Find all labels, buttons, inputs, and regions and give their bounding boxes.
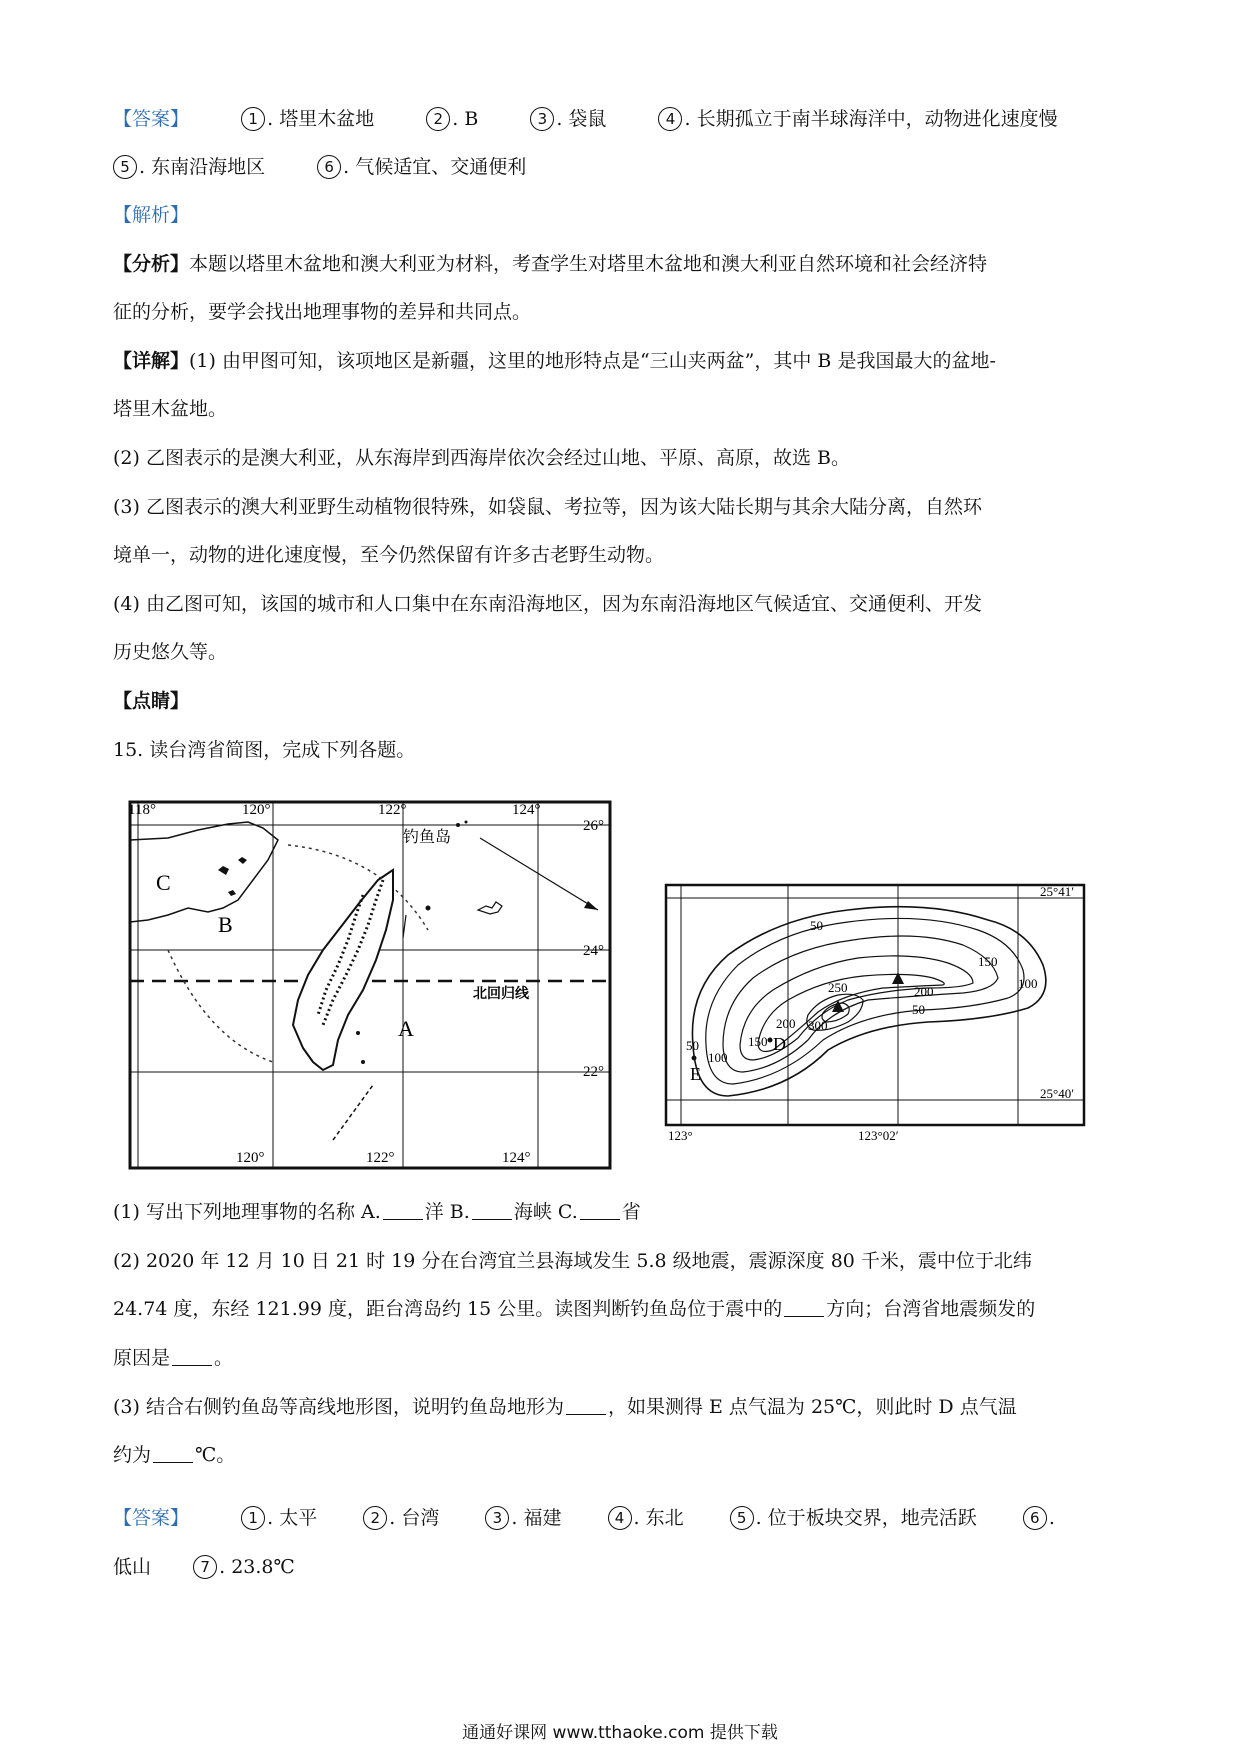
answer-tag: 【答案】 (113, 1507, 190, 1529)
lat-label-bottom: 25°40′ (1040, 1086, 1075, 1101)
contour-value: 50 (810, 918, 823, 933)
fenxi-label: 【分析】 (113, 253, 190, 275)
islet (361, 1060, 365, 1064)
answer-text: . 东北 (633, 1507, 684, 1529)
circled-number: 3 (485, 1506, 509, 1530)
contour-value: 200 (914, 984, 934, 999)
answer-text: . 位于板块交界，地壳活跃 (755, 1507, 977, 1529)
dianjing-label: 【点睛】 (113, 690, 190, 712)
contour-map-frame (666, 885, 1084, 1125)
q15-sub2-line2 (113, 1294, 1133, 1324)
circled-number: 1 (241, 1506, 265, 1530)
sub3-text: ，如果测得 E 点气温为 25℃，则此时 D 点气温 (607, 1396, 1017, 1418)
q14-answer-line1 (113, 104, 1133, 134)
xiangjie-label: 【详解】 (113, 350, 190, 372)
answer-blank (153, 1444, 193, 1463)
fenxi-line2: 征的分析，要学会找出地理事物的差异和共同点。 (113, 301, 532, 323)
answer-blank (580, 1201, 620, 1220)
q15-sub3-line1 (113, 1392, 1133, 1422)
circled-number: 4 (608, 1506, 632, 1530)
sub3-text: ℃。 (195, 1444, 236, 1466)
answer-text: . 东南沿海地区 (139, 156, 266, 178)
lon-label-124: 124° (512, 802, 541, 818)
lon-label-bottom-122: 122° (366, 1150, 395, 1166)
answer-text: . 台湾 (389, 1507, 440, 1529)
sub2-text: 原因是 (113, 1347, 171, 1369)
answer-item-1 (241, 1503, 317, 1533)
answer-item-5 (730, 1503, 977, 1533)
lat-label-22: 22° (583, 1064, 604, 1080)
answer-text: . 气候适宜、交通便利 (343, 156, 527, 178)
answer-item-6 (1023, 1503, 1055, 1533)
contour-value: 100 (1018, 976, 1038, 991)
answer-item-3 (530, 104, 606, 134)
diaoyu-island-dot (465, 821, 468, 824)
answer-item-6 (317, 152, 526, 182)
answer-blank (383, 1201, 423, 1220)
sub3-text: (3) 结合右侧钓鱼岛等高线地形图，说明钓鱼岛地形为 (113, 1396, 564, 1418)
fenxi-text: 本题以塔里木盆地和澳大利亚为材料，考查学生对塔里木盆地和澳大利亚自然环境和社会经济特 (189, 253, 988, 275)
islet (356, 1031, 360, 1035)
q15-answer-line2 (113, 1552, 1133, 1582)
lat-label-26: 26° (583, 818, 604, 834)
answer-text: . 袋鼠 (556, 108, 607, 130)
diaoyu-island-dot (456, 823, 460, 827)
lon-label-120: 120° (242, 802, 271, 818)
contour-value: 150 (748, 1034, 768, 1049)
lon-label-bottom-124: 124° (502, 1150, 531, 1166)
sub3-text: 约为 (113, 1444, 152, 1466)
answer-text: 低山 (113, 1556, 152, 1578)
sub1-text: 海峡 C. (513, 1201, 578, 1223)
answer-text: . B (452, 108, 479, 130)
sub1-text: (1) 写出下列地理事物的名称 A. (113, 1201, 381, 1223)
q15-sub1 (113, 1197, 1133, 1227)
tropic-label: 北回归线 (473, 987, 529, 1002)
q15-sub3-line2 (113, 1440, 1133, 1470)
taiwan-figure (128, 800, 1088, 1180)
lat-label-top: 25°41′ (1040, 884, 1075, 899)
contour-value: 150 (978, 954, 998, 969)
contour-value: 50 (912, 1002, 925, 1017)
contour-value: 50 (686, 1038, 699, 1053)
sub2-text: 方向；台湾省地震频发的 (826, 1298, 1036, 1320)
answer-blank (472, 1201, 512, 1220)
answer-text: . (1048, 1507, 1055, 1529)
circled-number: 2 (363, 1506, 387, 1530)
fenxi-line1 (113, 249, 1133, 279)
circled-number: 1 (241, 107, 265, 131)
q14-answer-line2 (113, 152, 1133, 182)
analysis-p2: (2) 乙图表示的是澳大利亚，从东海岸到西海岸依次会经过山地、平原、高原，故选 B。 (113, 447, 850, 469)
answer-text: . 太平 (267, 1507, 318, 1529)
q15-sub2-line3 (113, 1343, 1133, 1373)
contour-value: 100 (708, 1050, 728, 1065)
lon-label-122: 122° (378, 802, 407, 818)
answer-text: . 长期孤立于南半球海洋中，动物进化速度慢 (684, 108, 1058, 130)
lon-label-bottom-120: 120° (236, 1150, 265, 1166)
circled-number: 6 (1023, 1506, 1047, 1530)
answer-blank (566, 1396, 606, 1415)
contour-value: 200 (776, 1016, 796, 1031)
contour-value: 250 (828, 980, 848, 995)
circled-number: 7 (193, 1555, 217, 1579)
circled-number: 5 (113, 155, 137, 179)
sub1-text: 省 (621, 1201, 641, 1223)
answer-tag: 【答案】 (113, 108, 190, 130)
q15-title: 15. 读台湾省简图，完成下列各题。 (113, 739, 416, 761)
answer-item-2 (426, 104, 478, 134)
q15-answer-line1 (113, 1503, 1133, 1533)
answer-blank (172, 1347, 212, 1366)
contour-value: 300 (808, 1018, 828, 1033)
answer-item-4 (608, 1503, 684, 1533)
xiangjie-line2: 塔里木盆地。 (113, 398, 228, 420)
answer-item-2 (363, 1503, 439, 1533)
xiangjie-text: (1) 由甲图可知，该项地区是新疆，这里的地形特点是“三山夹两盆”，其中 B 是我国最大的盆地- (189, 350, 996, 372)
sub1-text: 洋 B. (424, 1201, 470, 1223)
answer-blank (784, 1298, 824, 1317)
diaoyu-label: 钓鱼岛 (403, 829, 452, 846)
circled-number: 6 (317, 155, 341, 179)
answer-item-1 (241, 104, 374, 134)
sub2-text: 24.74 度，东经 121.99 度，距台湾岛约 15 公里。读图判断钓鱼岛位于震中的 (113, 1298, 783, 1320)
answer-item-3 (485, 1503, 561, 1533)
lon-label-left: 123° (668, 1128, 693, 1143)
circled-number: 2 (426, 107, 450, 131)
answer-text: . 塔里木盆地 (267, 108, 375, 130)
letter-c: C (156, 870, 171, 895)
circled-number: 4 (658, 107, 682, 131)
lon-label-118: 118° (128, 802, 156, 818)
analysis-p3-line1: (3) 乙图表示的澳大利亚野生动植物很特殊，如袋鼠、考拉等，因为该大陆长期与其余大陆分离，自然环 (113, 496, 982, 518)
analysis-p3-line2: 境单一，动物的进化速度慢，至今仍然保留有许多古老野生动物。 (113, 544, 665, 566)
analysis-p4-line2: 历史悠久等。 (113, 641, 228, 663)
lat-label-24: 24° (583, 943, 604, 959)
answer-text: . 23.8℃ (219, 1556, 295, 1578)
answer-item-4 (658, 104, 1057, 134)
lon-label-mid: 123°02′ (858, 1128, 899, 1143)
circled-number: 5 (730, 1506, 754, 1530)
circled-number: 3 (530, 107, 554, 131)
point-e-label: E (690, 1064, 701, 1084)
letter-a: A (398, 1016, 414, 1041)
islet (426, 906, 431, 911)
letter-b: B (218, 912, 233, 937)
page-footer: 通通好课网 www.tthaoke.com 提供下载 (462, 1723, 778, 1743)
point-e-dot (692, 1056, 697, 1061)
point-d-label: D (773, 1034, 786, 1054)
answer-item-5 (113, 152, 265, 182)
analysis-tag: 【解析】 (113, 204, 190, 226)
xiangjie-line1 (113, 346, 1133, 376)
sub2-text: 。 (214, 1347, 234, 1369)
answer-text: . 福建 (511, 1507, 562, 1529)
point-d-dot (768, 1038, 773, 1043)
q15-sub2-line1: (2) 2020 年 12 月 10 日 21 时 19 分在台湾宜兰县海域发生 5.8 级地震，震源深度 80 千米，震中位于北纬 (113, 1250, 1032, 1272)
analysis-p4-line1: (4) 由乙图可知，该国的城市和人口集中在东南沿海地区，因为东南沿海地区气候适宜、交通便利、开发 (113, 593, 982, 615)
